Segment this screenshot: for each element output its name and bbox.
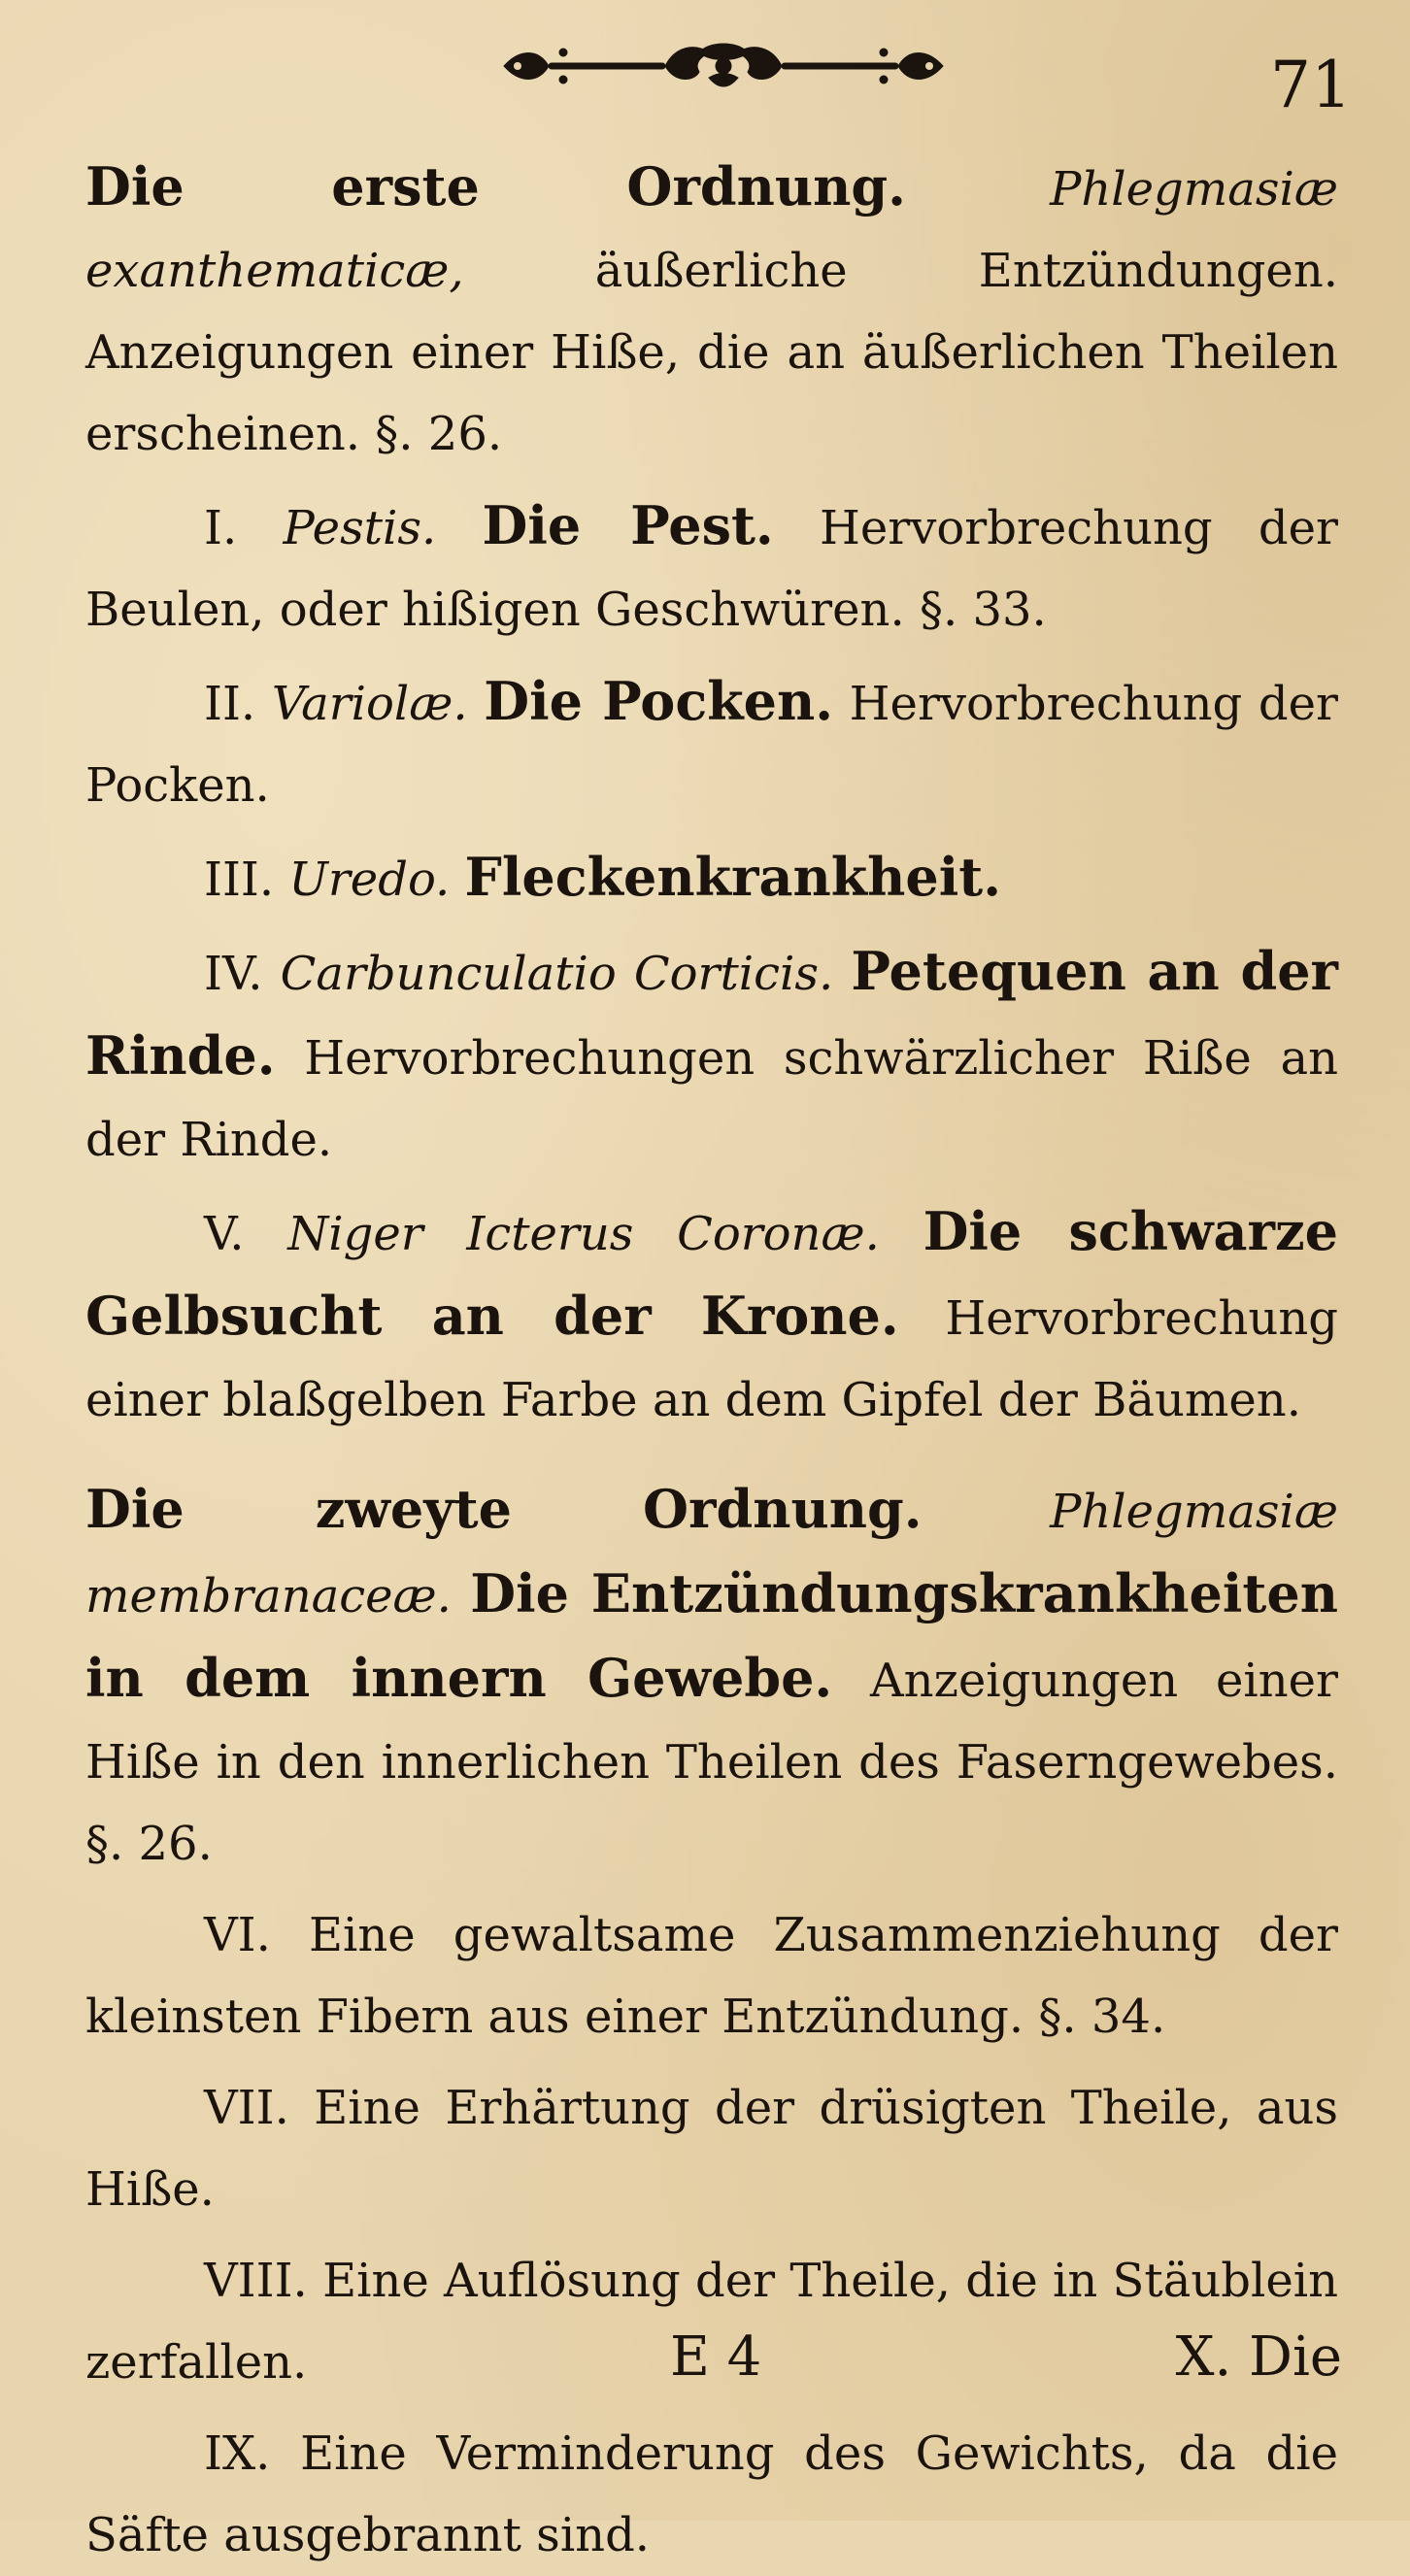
order-2-paragraph <box>85 1468 1338 1885</box>
latin-term: Niger Icterus Coronæ. <box>287 1207 880 1261</box>
order-heading: Die zweyte Ordnung. <box>85 1478 923 1540</box>
roman-numeral: II. <box>204 677 256 731</box>
roman-numeral: IX. <box>204 2426 271 2481</box>
signature-mark: E 4 <box>670 2325 762 2389</box>
latin-term: Uredo. <box>288 853 451 907</box>
german-term: Fleckenkrankheit. <box>464 846 1002 908</box>
latin-term: Carbunculatio Corticis. <box>280 947 834 1001</box>
roman-numeral: III. <box>204 853 275 907</box>
class-6-paragraph <box>85 1894 1338 2057</box>
latin-term: Phlegmasiæ membranaceæ. <box>85 1485 1338 1623</box>
page-footer <box>0 2325 1410 2413</box>
description: Hervorbrechung der Pocken. <box>85 677 1338 813</box>
description: äußerliche Entzündungen. Anzeigungen einer Hiße, die an äußerlichen Theilen erscheinen. §. 26. <box>85 244 1338 461</box>
roman-numeral: VII. <box>204 2081 289 2135</box>
class-5-paragraph <box>85 1190 1338 1441</box>
description: Hervorbrechungen schwärzlicher Riße an der Rinde. <box>85 1031 1338 1167</box>
description: Hervorbrechung der Beulen, oder hißigen Geschwüren. §. 33. <box>85 501 1339 637</box>
german-term: Die schwarze Gelbsucht an der Krone. <box>85 1200 1338 1347</box>
ornament-headpiece-icon <box>500 39 947 93</box>
german-term: Petequen an der Rinde. <box>85 940 1339 1087</box>
class-2-paragraph <box>85 660 1338 826</box>
german-term: Die Pest. <box>482 494 774 556</box>
roman-numeral: V. <box>204 1207 245 1261</box>
class-9-paragraph <box>85 2413 1338 2576</box>
class-7-paragraph <box>85 2067 1338 2230</box>
class-3-paragraph <box>85 836 1338 920</box>
page-number: 71 <box>1270 48 1352 122</box>
description: Eine Verminderung des Gewichts, da die Säfte ausgebrannt sind. <box>85 2426 1338 2562</box>
latin-term: Pestis. <box>283 501 437 555</box>
roman-numeral: IV. <box>204 947 263 1001</box>
roman-numeral: VIII. <box>204 2254 308 2308</box>
description: Eine gewaltsame Zusammenziehung der kleinsten Fibern aus einer Entzündung. §. 34. <box>85 1908 1338 2044</box>
roman-numeral: I. <box>204 501 238 555</box>
catchword: X. Die <box>1175 2325 1342 2389</box>
description: Anzeigungen einer Hiße in den innerlichen Theilen des Faserngewebes. §. 26. <box>85 1654 1338 1871</box>
latin-term: Variolæ. <box>271 677 468 731</box>
german-term: Die Pocken. <box>484 670 834 732</box>
description: Hervorbrechung einer blaßgelben Farbe an dem Gipfel der Bäumen. <box>85 1291 1338 1427</box>
class-4-paragraph <box>85 930 1338 1181</box>
german-term: Die Entzündungskrankheiten in dem innern Gewebe. <box>85 1562 1338 1709</box>
class-1-paragraph <box>85 485 1338 651</box>
main-text <box>85 146 1338 2576</box>
description: Eine Erhärtung der drüsigten Theile, aus Hiße. <box>85 2081 1339 2217</box>
order-1-paragraph <box>85 146 1338 475</box>
roman-numeral: VI. <box>204 1908 271 1962</box>
description: Eine Auflösung der Theile, die in Stäublein zerfallen. <box>85 2254 1338 2390</box>
latin-term: Phlegmasiæ exanthematicæ, <box>85 162 1338 298</box>
order-heading: Die erste Ordnung. <box>85 155 906 217</box>
